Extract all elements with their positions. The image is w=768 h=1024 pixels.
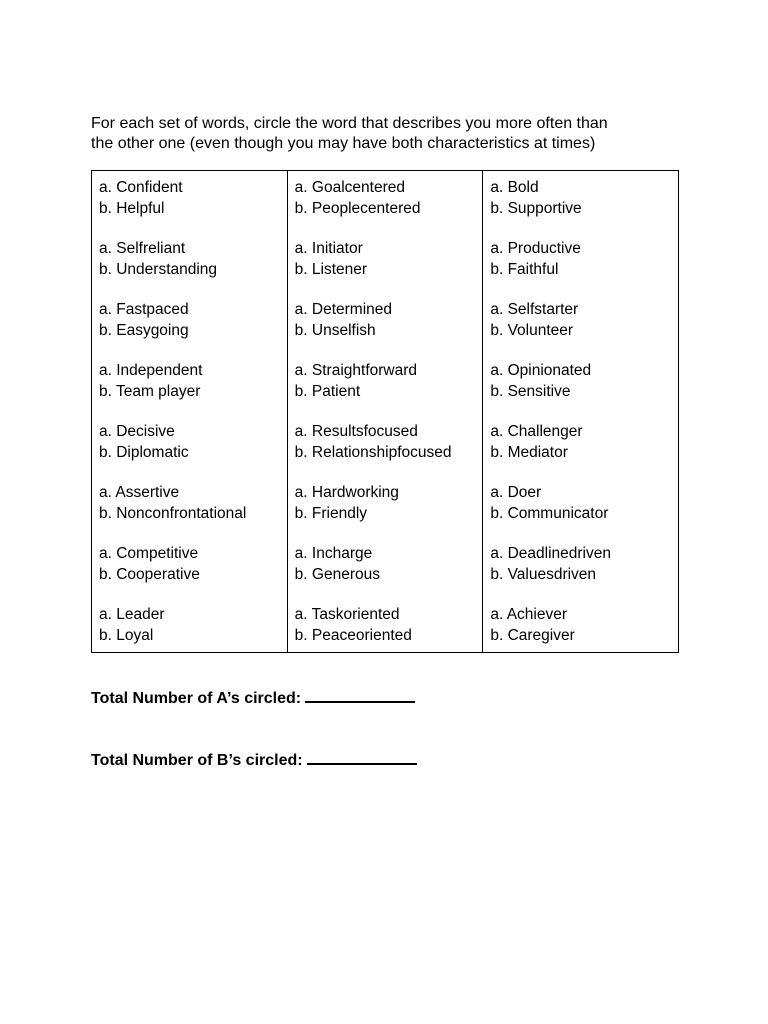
total-b-blank[interactable] xyxy=(307,749,417,765)
word-option-b[interactable]: b. Mediator xyxy=(490,443,568,461)
word-pair xyxy=(99,178,287,239)
word-pair xyxy=(99,544,287,605)
word-option-a[interactable]: a. Resultsfocused xyxy=(294,423,418,440)
word-pair xyxy=(295,605,483,666)
word-option-b[interactable]: b. Valuesdriven xyxy=(490,565,597,583)
word-option-a[interactable]: a. Decisive xyxy=(99,423,175,440)
word-pair xyxy=(295,544,483,605)
total-a-label: Total Number of A’s circled: xyxy=(91,690,302,707)
word-pair xyxy=(99,605,287,666)
word-option-b[interactable]: b. Cooperative xyxy=(99,565,200,583)
word-option-b[interactable]: b. Peoplecentered xyxy=(294,199,421,217)
word-pair xyxy=(490,544,678,605)
total-b-line xyxy=(91,749,417,770)
word-option-a[interactable]: a. Challenger xyxy=(490,423,583,440)
total-a-blank[interactable] xyxy=(305,687,415,703)
word-option-b[interactable]: b. Team player xyxy=(99,382,201,400)
word-pair xyxy=(490,422,678,483)
word-option-b[interactable]: b. Peaceoriented xyxy=(294,626,412,644)
word-column xyxy=(288,171,484,652)
word-option-b[interactable]: b. Listener xyxy=(294,260,368,278)
word-option-b[interactable]: b. Diplomatic xyxy=(99,443,189,461)
word-pair xyxy=(99,239,287,300)
total-b-label: Total Number of B’s circled: xyxy=(91,752,303,769)
word-option-a[interactable]: a. Bold xyxy=(490,179,539,196)
word-option-a[interactable]: a. Deadlinedriven xyxy=(490,545,611,562)
word-option-b[interactable]: b. Supportive xyxy=(490,199,582,217)
word-option-b[interactable]: b. Relationshipfocused xyxy=(294,443,452,461)
word-pair xyxy=(490,239,678,300)
word-option-b[interactable]: b. Generous xyxy=(294,565,380,583)
word-pair xyxy=(295,483,483,544)
word-option-b[interactable]: b. Understanding xyxy=(99,260,218,278)
word-option-a[interactable]: a. Productive xyxy=(490,240,581,257)
word-option-a[interactable]: a. Achiever xyxy=(490,606,568,623)
word-pair xyxy=(490,178,678,239)
total-a-line xyxy=(91,687,415,708)
word-pair xyxy=(295,361,483,422)
word-option-a[interactable]: a. Incharge xyxy=(294,545,373,562)
word-option-a[interactable]: a. Hardworking xyxy=(294,484,399,501)
word-option-a[interactable]: a. Goalcentered xyxy=(294,179,405,196)
word-option-b[interactable]: b. Volunteer xyxy=(490,321,574,339)
word-option-b[interactable]: b. Loyal xyxy=(99,626,154,644)
word-option-b[interactable]: b. Sensitive xyxy=(490,382,571,400)
word-pair xyxy=(99,361,287,422)
word-option-a[interactable]: a. Confident xyxy=(99,179,183,196)
instructions xyxy=(91,114,691,154)
instructions-line-1: For each set of words, circle the word that describes you more often than xyxy=(91,115,608,132)
instructions-line-2: the other one (even though you may have both characteristics at times) xyxy=(91,135,596,152)
word-option-a[interactable]: a. Initiator xyxy=(294,240,363,257)
word-pairs-table xyxy=(91,170,679,653)
word-option-a[interactable]: a. Opinionated xyxy=(490,362,592,379)
word-option-b[interactable]: b. Friendly xyxy=(294,504,368,522)
word-pair xyxy=(295,422,483,483)
word-option-a[interactable]: a. Independent xyxy=(99,362,203,379)
word-column xyxy=(92,171,288,652)
word-pair xyxy=(490,483,678,544)
word-column xyxy=(483,171,678,652)
word-option-a[interactable]: a. Determined xyxy=(294,301,393,318)
word-option-b[interactable]: b. Easygoing xyxy=(99,321,189,339)
word-option-a[interactable]: a. Doer xyxy=(490,484,542,501)
word-option-b[interactable]: b. Helpful xyxy=(99,199,165,217)
word-option-a[interactable]: a. Taskoriented xyxy=(294,606,400,623)
word-pair xyxy=(490,361,678,422)
word-pair xyxy=(295,178,483,239)
word-pair xyxy=(295,239,483,300)
word-option-b[interactable]: b. Nonconfrontational xyxy=(99,504,247,522)
word-option-a[interactable]: a. Assertive xyxy=(99,484,180,501)
word-pair xyxy=(99,483,287,544)
word-pair xyxy=(99,422,287,483)
word-pair xyxy=(99,300,287,361)
word-pair xyxy=(295,300,483,361)
word-option-a[interactable]: a. Straightforward xyxy=(294,362,418,379)
word-option-a[interactable]: a. Fastpaced xyxy=(99,301,189,318)
word-option-b[interactable]: b. Communicator xyxy=(490,504,609,522)
word-option-b[interactable]: b. Faithful xyxy=(490,260,559,278)
word-option-a[interactable]: a. Competitive xyxy=(99,545,199,562)
word-option-a[interactable]: a. Selfreliant xyxy=(99,240,186,257)
word-option-a[interactable]: a. Selfstarter xyxy=(490,301,579,318)
word-pair xyxy=(490,300,678,361)
word-pair xyxy=(490,605,678,666)
word-option-a[interactable]: a. Leader xyxy=(99,606,165,623)
word-option-b[interactable]: b. Patient xyxy=(294,382,361,400)
word-option-b[interactable]: b. Unselfish xyxy=(294,321,376,339)
word-option-b[interactable]: b. Caregiver xyxy=(490,626,575,644)
